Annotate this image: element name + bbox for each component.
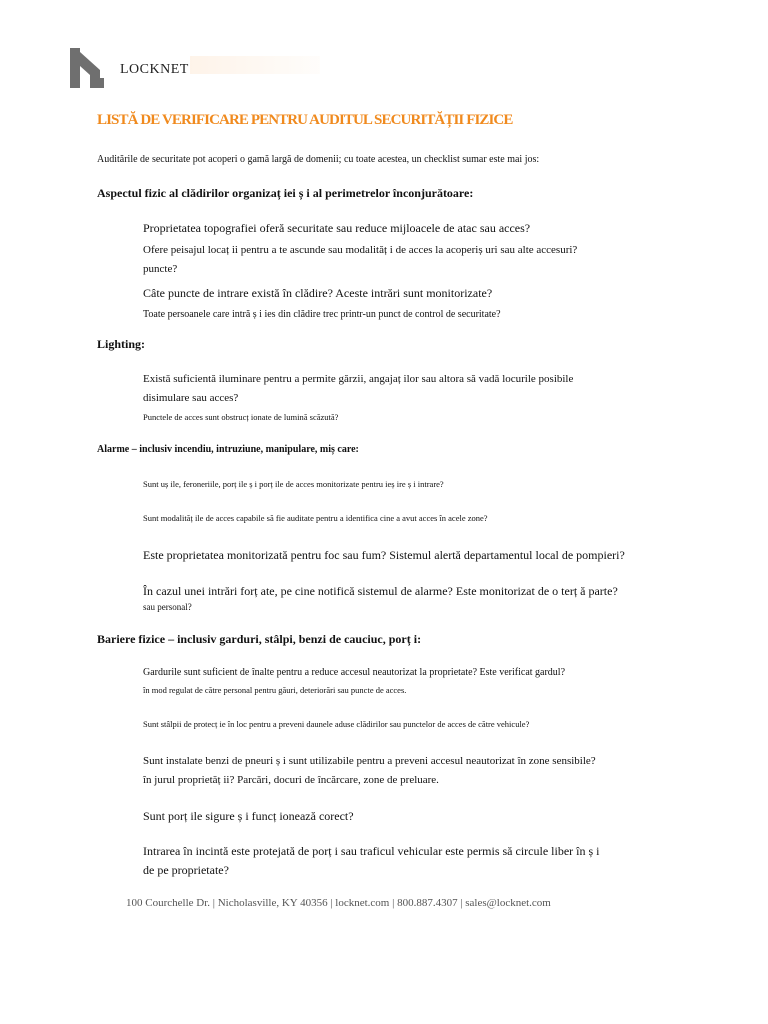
list-item: Gardurile sunt suficient de înalte pentru a reduce accesul neautorizat la proprietate? Este verificat gardul?	[143, 667, 566, 678]
list-item: Sunt instalate benzi de pneuri ș i sunt utilizabile pentru a preveni accesul neautorizat în zone sensibile?	[143, 755, 596, 767]
list-item: În cazul unei intrări forț ate, pe cine notifică sistemul de alarme? Este monitorizat de o terț ă parte?	[143, 584, 618, 598]
document-title: LISTĂ DE VERIFICARE PENTRU AUDITUL SECURITĂȚII FIZICE	[97, 112, 513, 128]
list-item: Există suficientă iluminare pentru a permite gărzii, angajaț ilor sau altora să vadă locurile posibile	[143, 373, 574, 385]
list-item: Intrarea în incintă este protejată de porț i sau traficul vehicular este permis să circule liber în ș i	[143, 844, 600, 858]
list-item: Ofere peisajul locaț ii pentru a te ascunde sau modalităț i de acces la acoperiș uri sau alte accesuri?	[143, 244, 578, 256]
list-item: Sunt uș ile, feroneriile, porț ile ș i porț ile de acces monitorizate pentru ieș ire ș i intrare?	[143, 479, 444, 489]
list-item: Este proprietatea monitorizată pentru foc sau fum? Sistemul alertă departamentul local de pompieri?	[143, 548, 625, 562]
section-heading-lighting: Lighting:	[97, 337, 146, 351]
list-item: Câte puncte de intrare există în clădire? Aceste intrări sunt monitorizate?	[143, 286, 493, 300]
list-item: Toate persoanele care intră ș i ies din clădire trec printr-un punct de control de securitate?	[143, 309, 501, 320]
section-heading-physical-aspect: Aspectul fizic al clădirilor organizaț iei ș i al perimetrelor înconjurătoare:	[97, 186, 474, 200]
logo-text: LOCKNET	[120, 62, 189, 77]
list-item: Sunt modalităț ile de acces capabile să fie auditate pentru a identifica cine a avut acces în acele zone?	[143, 513, 488, 523]
list-item: Punctele de acces sunt obstrucț ionate de lumină scăzută?	[143, 412, 339, 422]
locknet-logo-icon	[70, 48, 104, 88]
list-item: Proprietatea topografiei oferă securitate sau reduce mijloacele de atac sau acces?	[143, 221, 531, 235]
list-item: sau personal?	[143, 602, 192, 612]
intro-text: Auditările de securitate pot acoperi o gamă largă de domenii; cu toate acestea, un checklist sumar este mai jos:	[97, 154, 540, 165]
list-item: în jurul proprietăț ii? Parcări, docuri de încărcare, zone de preluare.	[143, 774, 439, 786]
footer-contact: 100 Courchelle Dr. | Nicholasville, KY 40356 | locknet.com | 800.887.4307 | sales@locknet.com	[126, 897, 551, 909]
section-heading-alarms: Alarme – inclusiv incendiu, intruziune, manipulare, miș care:	[97, 444, 359, 455]
logo-watermark	[190, 56, 320, 74]
list-item: în mod regulat de către personal pentru găuri, deteriorări sau puncte de acces.	[143, 685, 407, 695]
list-item: puncte?	[143, 263, 178, 275]
list-item: de pe proprietate?	[143, 863, 229, 877]
locknet-logo	[70, 46, 260, 90]
list-item: Sunt porț ile sigure ș i funcț ionează corect?	[143, 809, 354, 823]
section-heading-physical-barriers: Bariere fizice – inclusiv garduri, stâlpi, benzi de cauciuc, porț i:	[97, 632, 422, 646]
list-item: Sunt stâlpii de protecț ie în loc pentru a preveni daunele aduse clădirilor sau punctelor de acces de către vehicule?	[143, 719, 530, 729]
list-item: disimulare sau acces?	[143, 392, 239, 404]
